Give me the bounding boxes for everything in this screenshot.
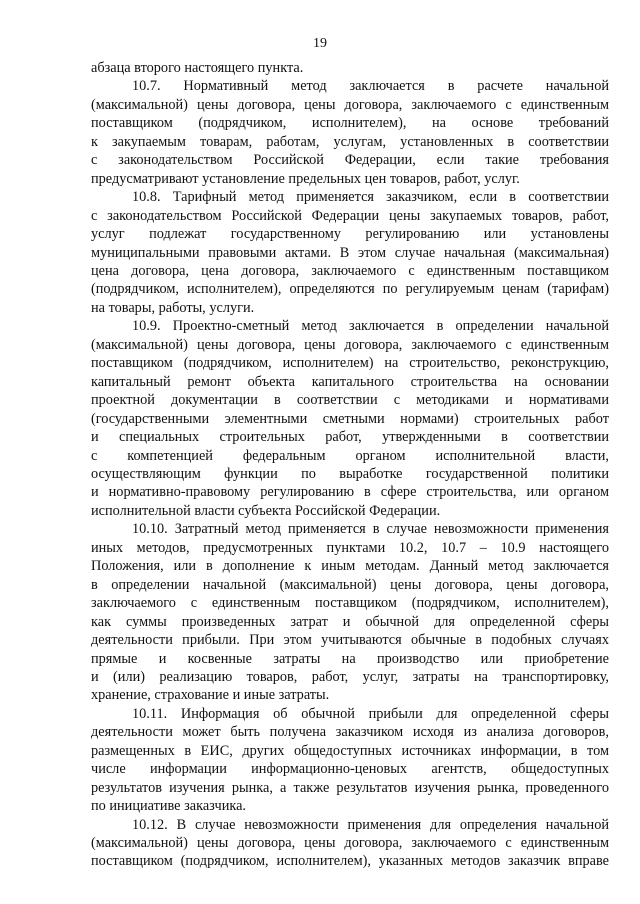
text-line: на товары, работы, услуги. [91,299,255,316]
text-line: абзаца второго настоящего пункта. [91,60,304,76]
text-line: прямые и косвенные затраты на производство или приобретение [91,650,609,667]
text-line: осуществляющим функции по выработке государственной политики [91,465,609,482]
text-line: проектной документации в соответствии с методиками и нормативами [91,392,609,409]
text-line: (максимальной) цены договора, цены договора, заключаемого с единственным [91,336,609,353]
text-line: размещенных в ЕИС, других общедоступных источниках информации, в том [91,742,609,759]
text-line: (государственными элементными сметными нормами) строительных работ [91,410,609,427]
text-line: муниципальными правовыми актами. В этом случае начальная (максимальная) [91,244,609,261]
page-number: 19 [313,36,327,51]
text-line: числе информации информационно-ценовых агентств, общедоступных [91,761,609,778]
text-line: (подрядчиком, исполнителем), определяются по регулируемым ценам (тарифам) [91,281,609,298]
text-line: иных методов, предусмотренных пунктами 10.2, 10.7 – 10.9 настоящего [91,539,609,556]
text-line: и нормативно-правовому регулированию в сфере строительства, или органом [91,484,609,501]
text-line: поставщиком (подрядчиком, исполнителем), указанных методов заказчик вправе [91,853,609,870]
text-line: поставщиком (подрядчиком, исполнителем) на строительство, реконструкцию, [91,355,609,372]
text-line: 10.8. Тарифный метод применяется заказчиком, если в соответствии [132,189,609,206]
text-line: хранение, страхование и иные затраты. [91,687,330,704]
text-line: заключаемого с единственным поставщиком (подрядчиком, исполнителем), [91,595,609,612]
text-line: капитальный ремонт объекта капитального строительства на основании [91,373,609,390]
text-line: деятельности может быть получена заказчиком исходя из анализа договоров, [91,724,609,741]
text-line: поставщиком (подрядчиком, исполнителем), на основе требований [91,115,609,132]
text-line: (максимальной) цены договора, цены договора, заключаемого с единственным [91,96,609,113]
text-line: и (или) реализацию товаров, работ, услуг, затраты на транспортировку, [91,668,609,685]
text-line: исполнительной власти субъекта Российской Федерации. [91,502,441,519]
text-line: цена договора, цена договора, заключаемого с единственным поставщиком [91,262,609,279]
text-line: (максимальной) цены договора, цены договора, заключаемого с единственным [91,835,609,852]
text-line: с законодательством Российской Федерации цены закупаемых товаров, работ, [91,207,609,224]
text-line: 10.11. Информация об обычной прибыли для определенной сферы [132,705,609,722]
text-line: 10.10. Затратный метод применяется в случае невозможности применения [132,521,609,538]
body-text [91,59,609,871]
text-line: Положения, или в дополнение к иным методам. Данный метод заключается [91,558,609,575]
text-line: 10.9. Проектно-сметный метод заключается в определении начальной [132,318,609,335]
text-line: с законодательством Российской Федерации, если такие требования [91,152,609,169]
text-line: и специальных строительных работ, утвержденными в соответствии [91,429,609,446]
text-line: с компетенцией федеральным органом исполнительной власти, [91,447,609,464]
text-line: по инициативе заказчика. [91,798,247,815]
text-line: результатов изучения рынка, а также результатов изучения рынка, проведенного [91,779,609,796]
text-line: предусматривают установление предельных цен товаров, работ, услуг. [91,170,520,187]
text-line: 10.7. Нормативный метод заключается в расчете начальной [132,78,609,95]
text-line: в определении начальной (максимальной) цены договора, цены договора, [91,576,609,593]
text-line: услуг подлежат государственному регулированию или установлены [91,226,609,243]
text-line: к закупаемым товарам, работам, услугам, установленных в соответствии [91,133,609,150]
text-line: как суммы произведенных затрат и обычной для определенной сферы [91,613,609,630]
text-line: деятельности прибыли. При этом учитываются обычные в подобных случаях [91,632,609,649]
text-line: 10.12. В случае невозможности применения для определения начальной [132,816,609,833]
